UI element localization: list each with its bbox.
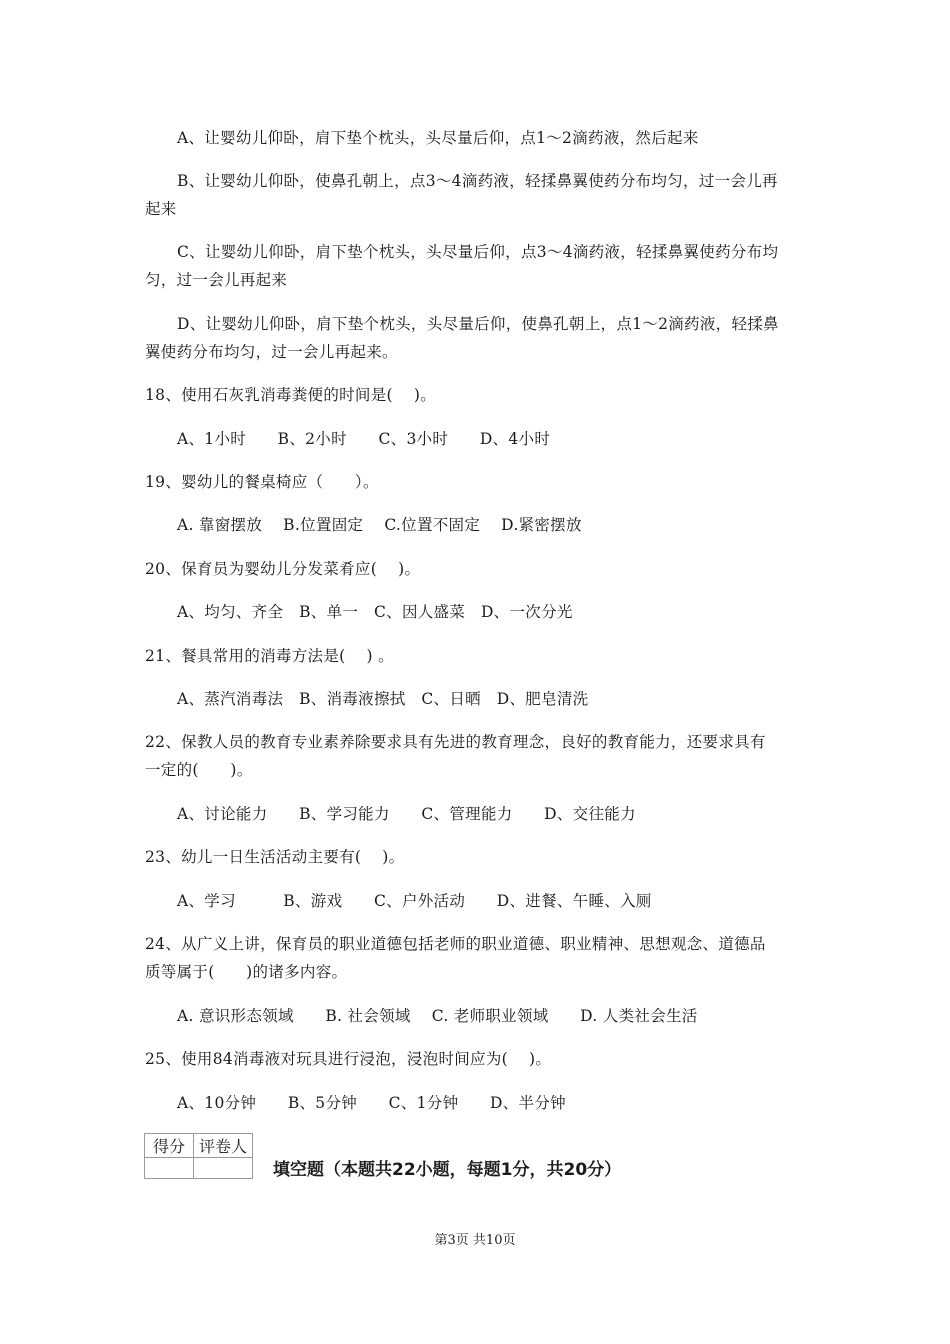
score-label: 得分 (145, 1134, 194, 1158)
option-17b-continued: 起来 (145, 200, 177, 218)
option-17b: B、让婴幼儿仰卧，使鼻孔朝上，点3～4滴药液，轻揉鼻翼使药分布均匀，过一会儿再 (177, 172, 778, 190)
score-box (144, 1133, 253, 1179)
options-18: A、1小时 B、2小时 C、3小时 D、4小时 (177, 430, 551, 448)
page-footer: 第3页 共10页 (434, 1233, 516, 1248)
question-25: 25、使用84消毒液对玩具进行浸泡，浸泡时间应为( )。 (145, 1050, 552, 1068)
options-21: A、蒸汽消毒法 B、消毒液擦拭 C、日晒 D、肥皂清洗 (177, 690, 589, 708)
question-24-continued: 质等属于( )的诸多内容。 (145, 963, 348, 981)
options-25: A、10分钟 B、5分钟 C、1分钟 D、半分钟 (177, 1094, 566, 1112)
option-17d: D、让婴幼儿仰卧，肩下垫个枕头，头尽量后仰，使鼻孔朝上，点1～2滴药液，轻揉鼻 (177, 315, 779, 333)
section-title: 填空题（本题共22小题，每题1分，共20分） (273, 1160, 622, 1180)
question-21: 21、餐具常用的消毒方法是( ) 。 (145, 647, 394, 665)
question-22: 22、保教人员的教育专业素养除要求具有先进的教育理念，良好的教育能力，还要求具有 (145, 733, 766, 751)
option-17a: A、让婴幼儿仰卧，肩下垫个枕头，头尽量后仰，点1～2滴药液，然后起来 (177, 129, 699, 147)
options-24: A. 意识形态领域 B. 社会领域 C. 老师职业领域 D. 人类社会生活 (177, 1007, 698, 1025)
option-17c: C、让婴幼儿仰卧，肩下垫个枕头，头尽量后仰，点3～4滴药液，轻揉鼻翼使药分布均 (177, 243, 779, 261)
question-23: 23、幼儿一日生活活动主要有( )。 (145, 848, 405, 866)
options-19: A. 靠窗摆放 B.位置固定 C.位置不固定 D.紧密摆放 (177, 516, 582, 534)
question-18: 18、使用石灰乳消毒粪便的时间是( )。 (145, 386, 437, 404)
reviewer-cell (194, 1158, 253, 1179)
score-cell (145, 1158, 194, 1179)
reviewer-label: 评卷人 (194, 1134, 253, 1158)
options-23: A、学习 B、游戏 C、户外活动 D、进餐、午睡、入厕 (177, 892, 652, 910)
question-22-continued: 一定的( )。 (145, 761, 253, 779)
options-20: A、均匀、齐全 B、单一 C、因人盛菜 D、一次分光 (177, 603, 573, 621)
options-22: A、讨论能力 B、学习能力 C、管理能力 D、交往能力 (177, 805, 636, 823)
question-19: 19、婴幼儿的餐桌椅应（ ）。 (145, 473, 379, 491)
question-24: 24、从广义上讲，保育员的职业道德包括老师的职业道德、职业精神、思想观念、道德品 (145, 935, 766, 953)
option-17c-continued: 匀，过一会儿再起来 (145, 271, 288, 289)
option-17d-continued: 翼使药分布均匀，过一会儿再起来。 (145, 343, 398, 361)
question-20: 20、保育员为婴幼儿分发菜肴应( )。 (145, 560, 421, 578)
